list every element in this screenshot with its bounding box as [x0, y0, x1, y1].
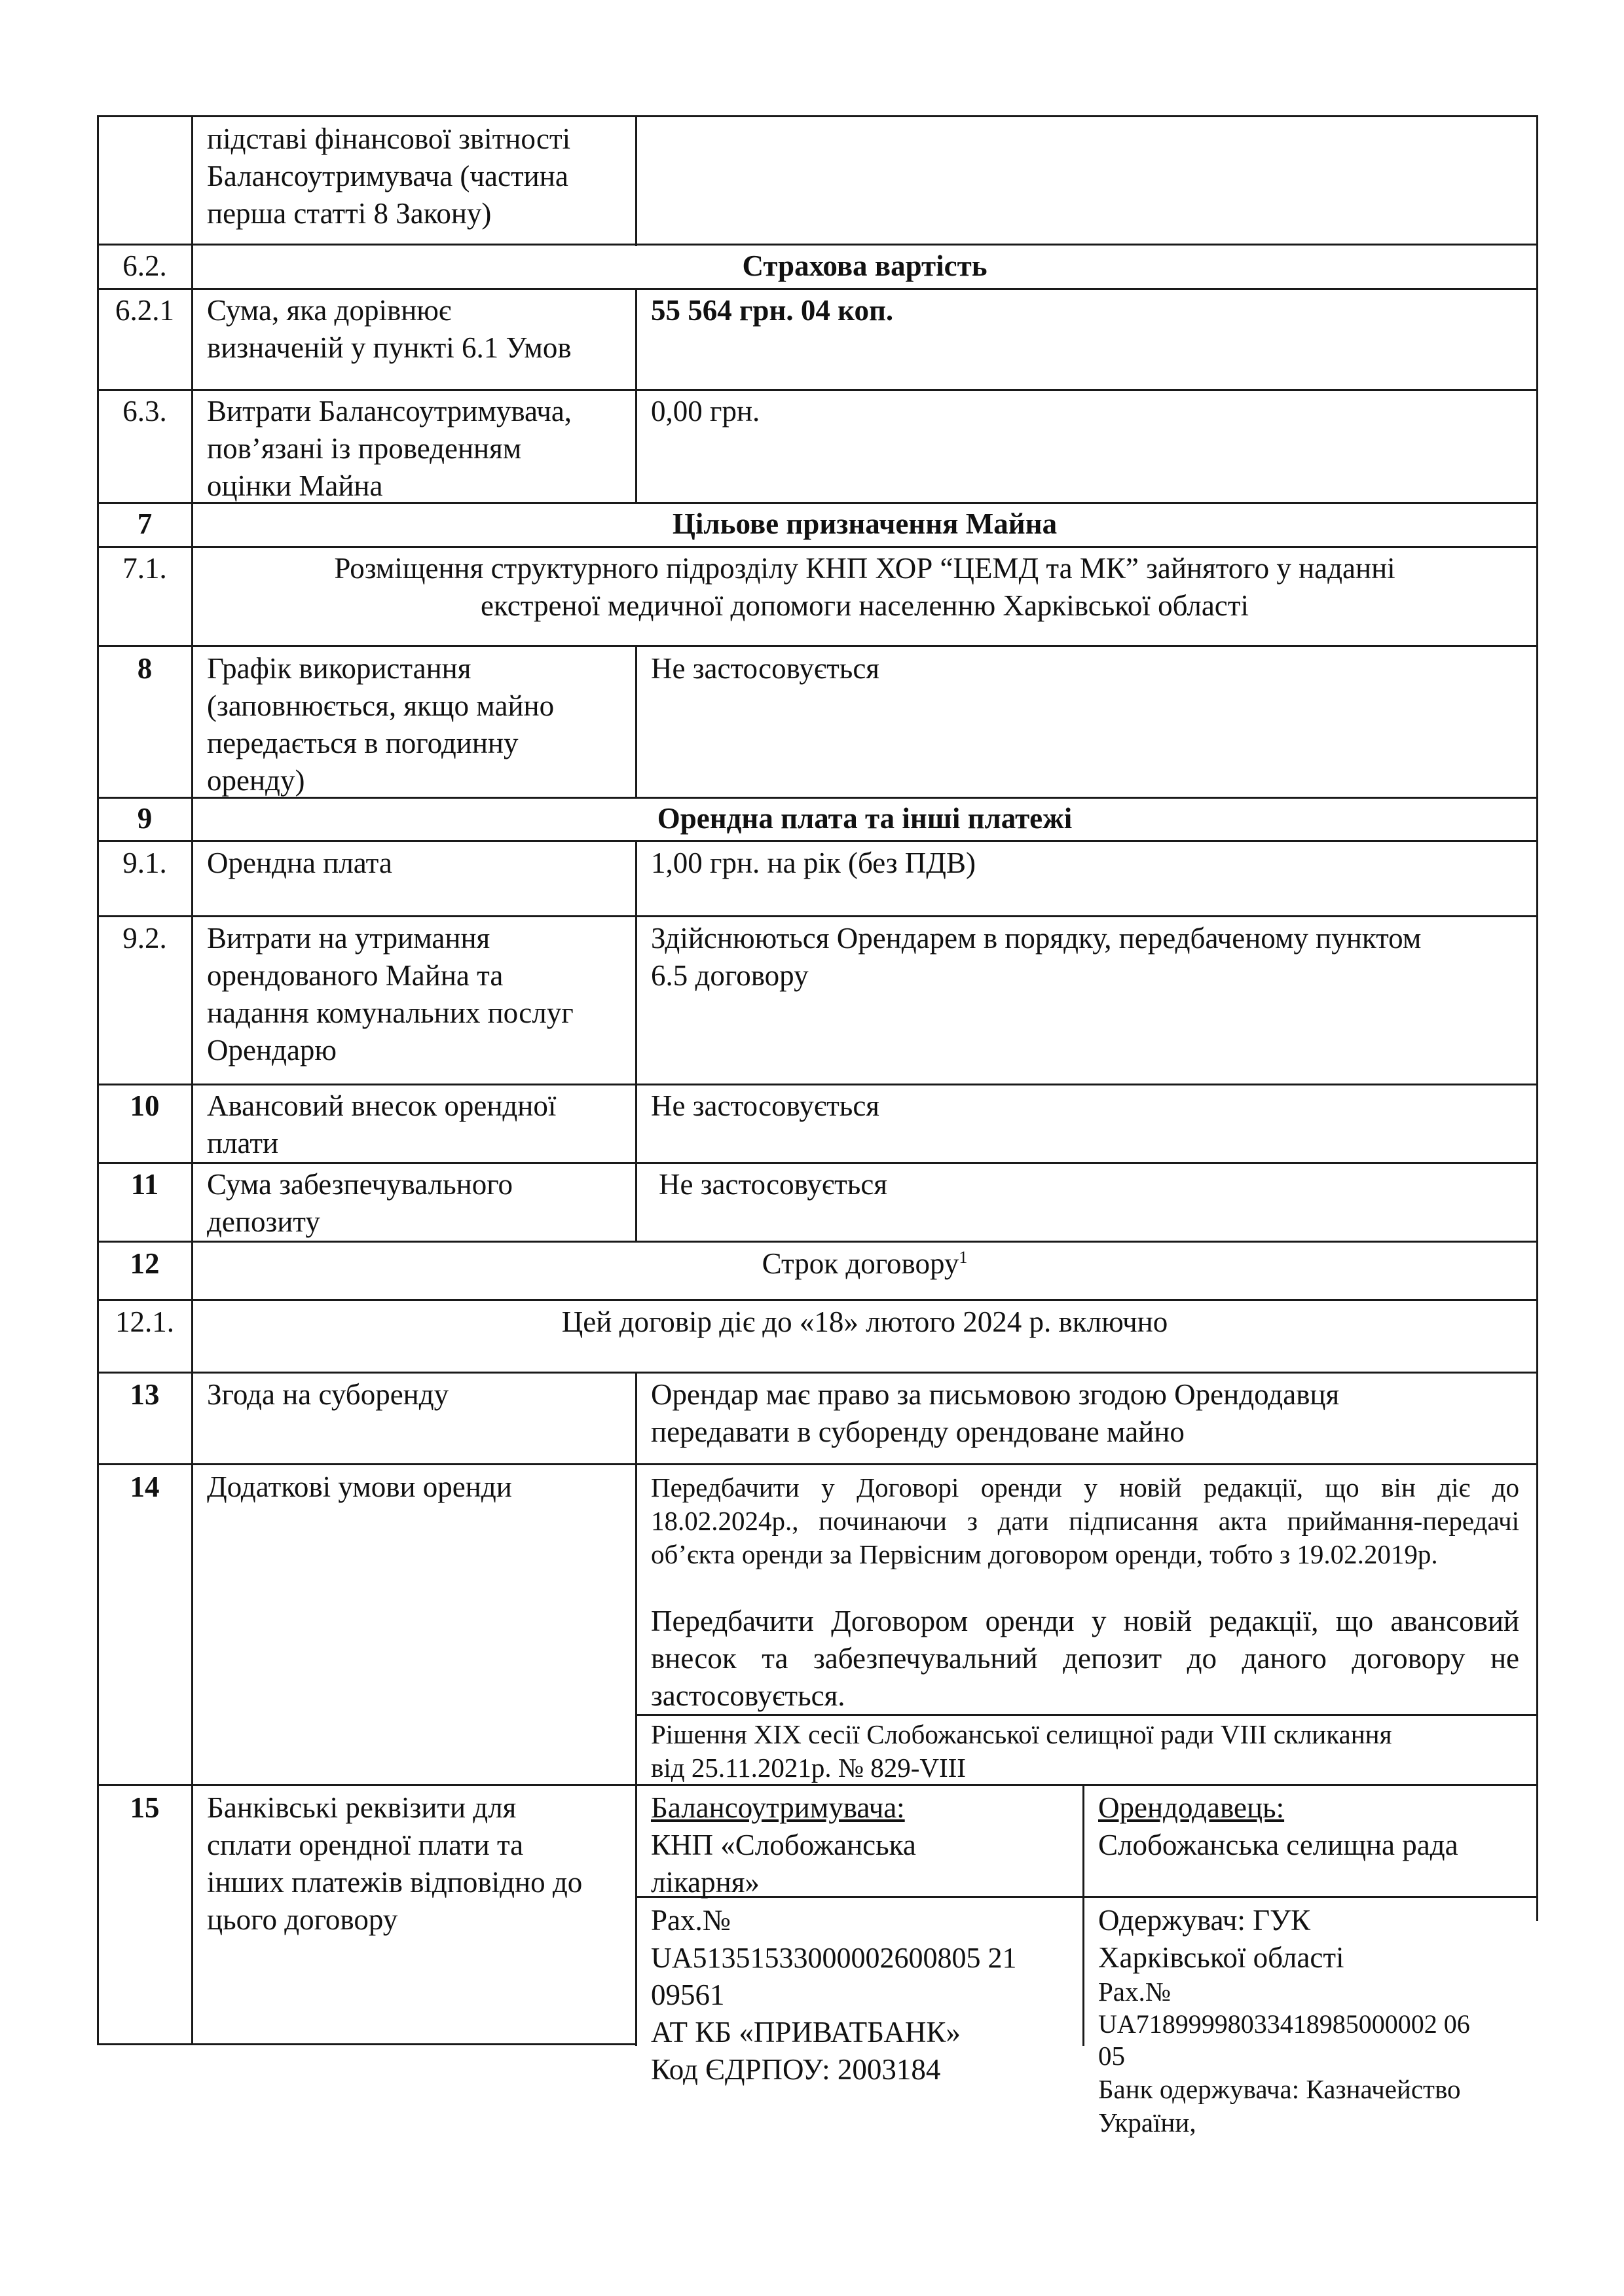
row-number: 15	[130, 1791, 160, 1824]
row-number: 6.3.	[122, 395, 167, 428]
row-value: 0,00 грн.	[651, 395, 760, 428]
row-number: 12.1.	[115, 1305, 174, 1338]
row-number: 11	[130, 1168, 159, 1201]
cell-text: Балансоутримувача (частина	[207, 160, 568, 192]
section-title: Орендна плата та інші платежі	[657, 802, 1073, 835]
row-label: надання комунальних послуг	[207, 996, 574, 1029]
insured-value: 55 564 грн. 04 коп.	[651, 294, 894, 327]
row-number: 7.1.	[122, 552, 167, 585]
balance-holder-name: КНП «Слобожанська	[651, 1829, 916, 1861]
row-label: сплати орендної плати та	[207, 1829, 524, 1861]
row-value: Здійснюються Орендарем в порядку, передбаченому пунктом	[651, 922, 1422, 955]
row-label: Згода на суборенду	[207, 1378, 449, 1411]
balance-holder-bank: АТ КБ «ПРИВАТБАНК»	[651, 2016, 961, 2049]
row-value: 6.5 договору	[651, 959, 809, 992]
section-title: Цільове призначення Майна	[672, 507, 1058, 540]
recipient-iban: UA71899998033418985000002 06	[1098, 2009, 1470, 2039]
term-text: Цей договір діє до «18» лютого 2024 р. включно	[561, 1305, 1168, 1338]
row-number: 14	[130, 1470, 160, 1503]
row-label: Сума забезпечувального	[207, 1168, 513, 1201]
row-label: передається в погодинну	[207, 727, 519, 759]
recipient-account-label: Рах.№	[1098, 1977, 1171, 2007]
row-number: 9.1.	[122, 847, 167, 879]
additional-terms-para-1: Передбачити у Договорі оренди у новій редакції, що він діє до 18.02.2024р., починаючи з дати підписання акта приймання-передачі об’єкта оренди за Первісним договором оренди, тобто з 19.02.2019р.	[651, 1472, 1519, 1569]
row-label: Банківські реквізити для	[207, 1791, 517, 1824]
row-label: Авансовий внесок орендної	[207, 1089, 557, 1122]
row-label: Витрати на утримання	[207, 922, 490, 955]
row-label: Витрати Балансоутримувача,	[207, 395, 572, 428]
row-value: передавати в суборенду орендоване майно	[651, 1415, 1185, 1448]
footnote-marker: 1	[959, 1248, 968, 1267]
row-label: оцінки Майна	[207, 469, 383, 502]
row-label: Графік використання	[207, 652, 471, 685]
cell-text: перша статті 8 Закону)	[207, 197, 492, 230]
row-value: Не застосовується	[651, 652, 879, 685]
recipient-name: Одержувач: ГУК	[1098, 1904, 1310, 1937]
rent-value: 1,00 грн. на рік (без ПДВ)	[651, 847, 976, 879]
balance-holder-heading: Балансоутримувача:	[651, 1791, 905, 1824]
row-label: цього договору	[207, 1903, 398, 1936]
row-label: Додаткові умови оренди	[207, 1470, 512, 1503]
lessor-name: Слобожанська селищна рада	[1098, 1829, 1458, 1861]
row-label: плати	[207, 1127, 279, 1159]
section-title	[193, 1245, 1536, 1283]
row-number: 9.2.	[122, 922, 167, 955]
row-number: 7	[137, 507, 153, 540]
row-label: орендованого Майна та	[207, 959, 504, 992]
lessor-heading: Орендодавець:	[1098, 1791, 1285, 1824]
purpose-text: екстреної медичної допомоги населенню Харківської області	[481, 589, 1249, 622]
row-number: 9	[137, 802, 153, 835]
decision-reference: від 25.11.2021р. № 829-VIII	[651, 1753, 966, 1783]
row-number: 8	[137, 652, 153, 685]
balance-holder-code: Код ЄДРПОУ: 2003184	[651, 2053, 941, 2086]
recipient-bank: України,	[1098, 2107, 1196, 2138]
term-title: Строк договору	[762, 1247, 959, 1280]
row-label: депозиту	[207, 1205, 320, 1238]
recipient-bank: Банк одержувача: Казначейство	[1098, 2074, 1461, 2104]
balance-holder-iban: UA51351533000002600805 21	[651, 1942, 1017, 1974]
row-number: 10	[130, 1089, 160, 1122]
cell-text: підставі фінансової звітності	[207, 122, 571, 155]
recipient-iban: 05	[1098, 2041, 1125, 2071]
row-label: (заповнюється, якщо майно	[207, 689, 555, 722]
balance-holder-name: лікарня»	[651, 1866, 760, 1899]
row-label: визначеній у пункті 6.1 Умов	[207, 331, 572, 364]
row-label: пов’язані із проведенням	[207, 432, 522, 465]
row-value: Не застосовується	[659, 1168, 887, 1201]
row-value: Орендар має право за письмовою згодою Орендодавця	[651, 1378, 1340, 1411]
row-label: Орендарю	[207, 1034, 337, 1066]
row-label: інших платежів відповідно до	[207, 1866, 583, 1899]
purpose-text: Розміщення структурного підрозділу КНП ХОР “ЦЕМД та МК” зайнятого у наданні	[334, 552, 1395, 585]
row-label: оренду)	[207, 764, 305, 797]
balance-holder-account-label: Рах.№	[651, 1904, 731, 1937]
row-number: 6.2.1	[115, 294, 174, 327]
row-label: Сума, яка дорівнює	[207, 294, 452, 327]
section-title: Страхова вартість	[742, 249, 987, 282]
row-number: 12	[130, 1247, 160, 1280]
row-label: Орендна плата	[207, 847, 392, 879]
balance-holder-iban: 09561	[651, 1978, 725, 2011]
row-number: 13	[130, 1378, 160, 1411]
recipient-name: Харківської області	[1098, 1941, 1344, 1974]
decision-reference: Рішення XIX сесії Слобожанської селищної ради VIII скликання	[651, 1719, 1392, 1749]
row-value: Не застосовується	[651, 1089, 879, 1122]
additional-terms-para-2: Передбачити Договором оренди у новій редакції, що авансовий внесок та забезпечувальний депозит до даного договору не застосовується.	[651, 1605, 1519, 1712]
row-number: 6.2.	[122, 249, 167, 282]
